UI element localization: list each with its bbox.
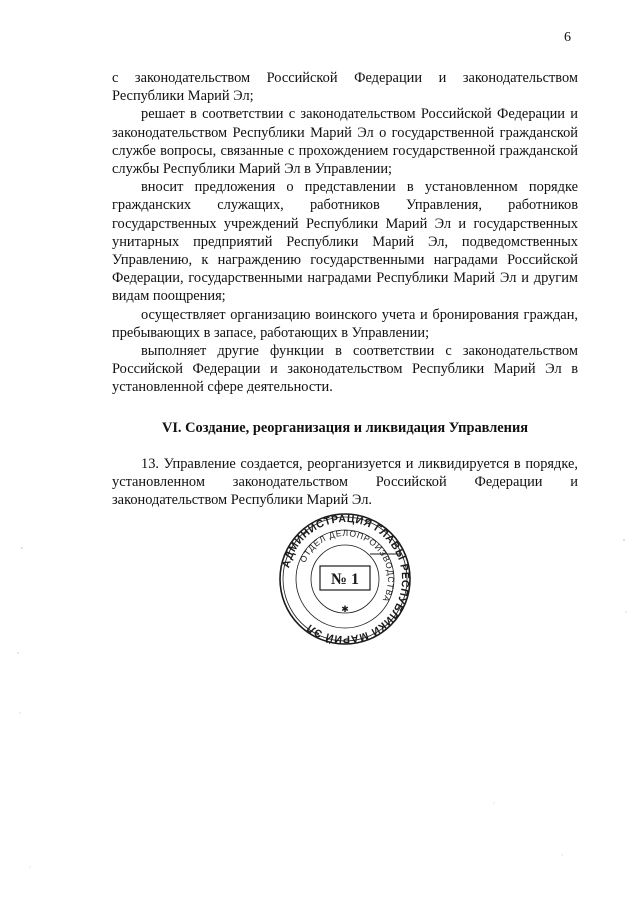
seal-star-icon: ✱ bbox=[341, 604, 349, 614]
paragraph-1: с законодательством Российской Федерации и законодательством Республики Марий Эл; bbox=[112, 70, 578, 105]
seal-number: № 1 bbox=[330, 571, 360, 588]
seal-inner-text: ОТДЕЛ ДЕЛОПРОИЗВОДСТВА bbox=[297, 527, 397, 605]
paragraph-4: осуществляет организацию воинского учета и бронирования граждан, пребывающих в запасе, работающих в Управлении; bbox=[112, 306, 578, 341]
section-heading: VI. Создание, реорганизация и ликвидация Управления bbox=[161, 419, 529, 436]
clause-13: 13. Управление создается, реорганизуется и ликвидируется в порядке, установленном законодательством Российской Федерации и законодательством Республики Марий Эл. bbox=[112, 455, 578, 509]
page-number: 6 bbox=[564, 30, 571, 45]
paragraph-3: вносит предложения о представлении в установленном порядке гражданских служащих, работников Управления, работников государственных учреждений Республики Марий Эл и государственных унитарных предприятий Республики Марий Эл, подведомственных Управлению, к награждению государственными наградами Российской Федерации, государственными наградами Республики Марий Эл и другим видам поощрения; bbox=[112, 179, 578, 305]
seal-outer-text: АДМИНИСТРАЦИЯ ГЛАВЫ РЕСПУБЛИКИ МАРИЙ ЭЛ bbox=[280, 512, 412, 646]
paragraph-5: выполняет другие функции в соответствии с законодательством Российской Федерации и законодательством Республики Марий Эл в установленной сфере деятельности. bbox=[112, 343, 578, 396]
paragraph-2: решает в соответствии с законодательством Российской Федерации и законодательством Республики Марий Эл о государственной гражданской службе вопросы, связанные с прохождением государственной гражданской службы Республики Марий Эл в Управлении; bbox=[112, 106, 578, 178]
